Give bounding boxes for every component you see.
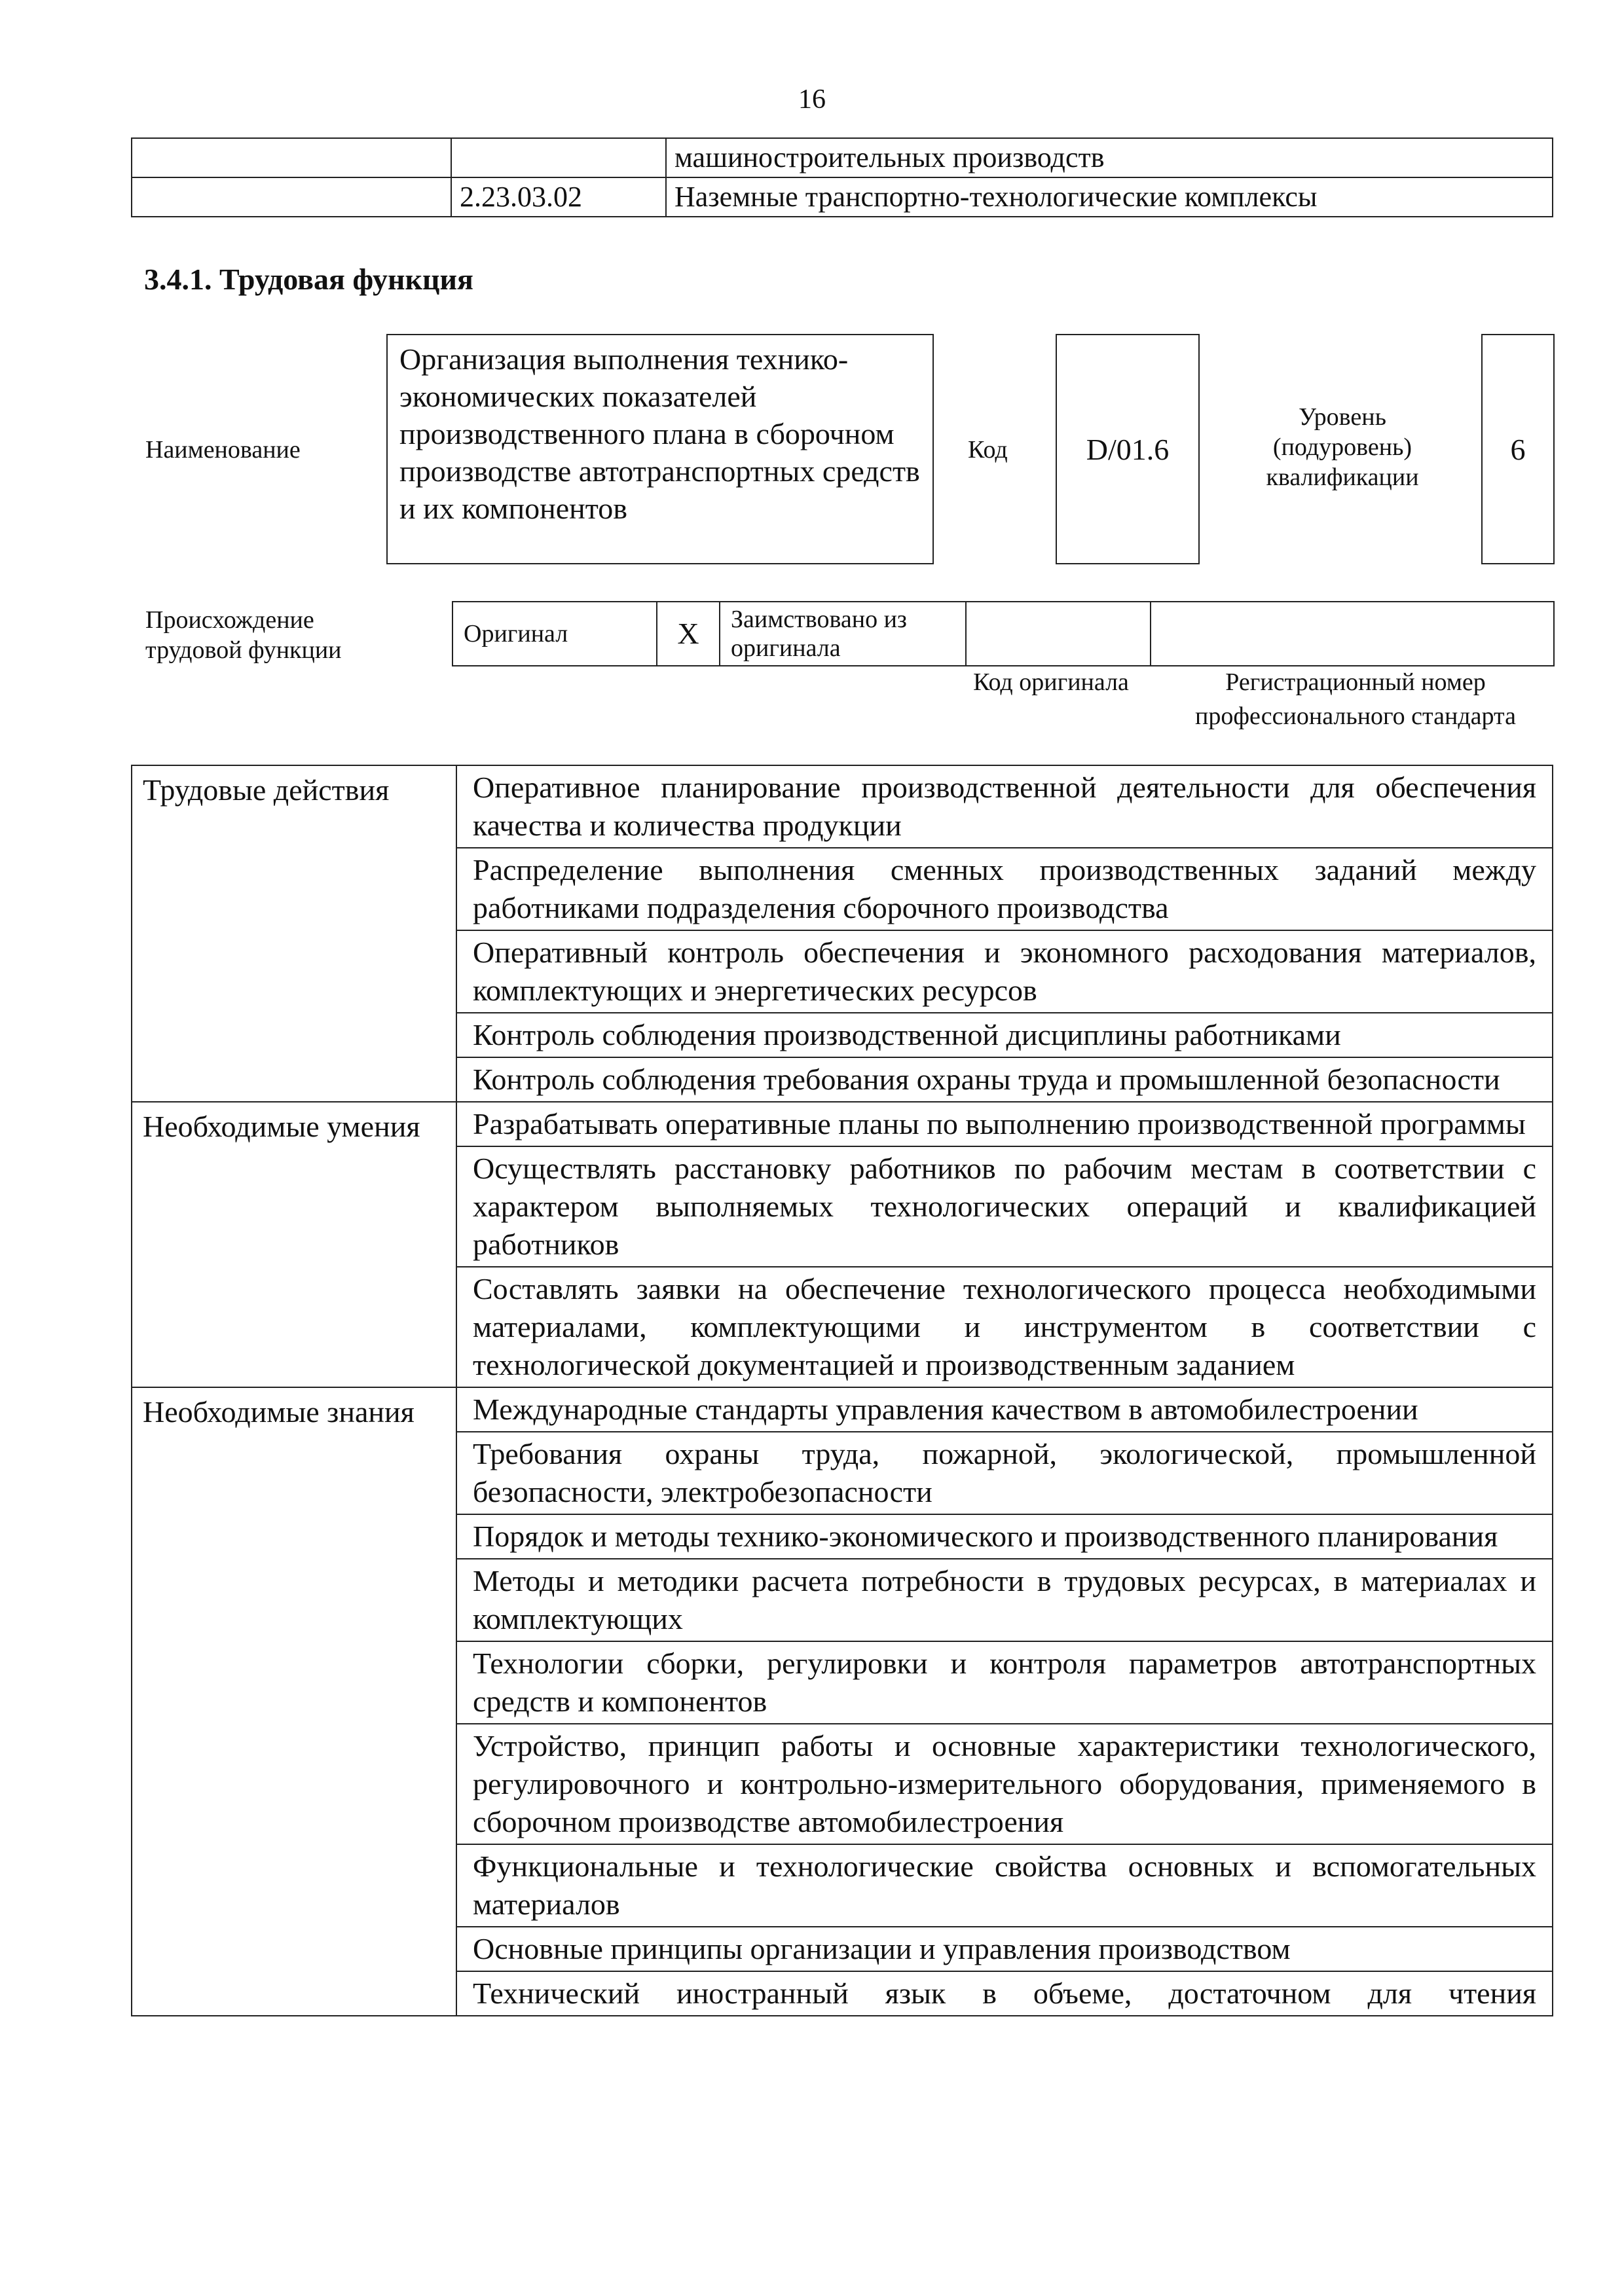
section-label: Необходимые умения bbox=[132, 1102, 456, 1387]
function-code-box bbox=[1056, 334, 1200, 564]
list-item: Международные стандарты управления качеством в автомобилестроении bbox=[456, 1387, 1553, 1432]
list-item: Методы и методики расчета потребности в трудовых ресурсах, в материалах и комплектующих bbox=[456, 1559, 1553, 1641]
level-value: 6 bbox=[1510, 432, 1526, 466]
list-item: Контроль соблюдения производственной дисциплины работниками bbox=[456, 1013, 1553, 1057]
original-label: Оригинал bbox=[452, 602, 657, 666]
list-item: Распределение выполнения сменных производственных заданий между работниками подразделения сборочного производства bbox=[456, 848, 1553, 930]
page-number: 16 bbox=[798, 84, 826, 115]
level-box bbox=[1481, 334, 1555, 564]
original-mark: X bbox=[657, 602, 720, 666]
origin-label: Происхождение трудовой функции bbox=[145, 606, 342, 664]
table-row bbox=[132, 765, 1553, 848]
list-item: Составлять заявки на обеспечение технологического процесса необходимыми материалами, комплектующими и инструментом в соответствии с технологической документацией и производственным заданием bbox=[456, 1267, 1553, 1387]
list-item: Требования охраны труда, пожарной, экологической, промышленной безопасности, электробезопасности bbox=[456, 1432, 1553, 1514]
table-row bbox=[452, 602, 1554, 666]
function-code: D/01.6 bbox=[1086, 432, 1170, 466]
list-item: Функциональные и технологические свойства основных и вспомогательных материалов bbox=[456, 1844, 1553, 1927]
name-cell: машиностроительных производств bbox=[666, 138, 1553, 177]
reg-number-cell bbox=[1151, 602, 1554, 666]
borrowed-label: Заимствовано из оригинала bbox=[720, 602, 966, 666]
list-item: Контроль соблюдения требования охраны труда и промышленной безопасности bbox=[456, 1057, 1553, 1102]
list-item: Основные принципы организации и управления производством bbox=[456, 1927, 1553, 1971]
name-label: Наименование bbox=[145, 436, 301, 464]
name-cell: Наземные транспортно-технологические комплексы bbox=[666, 177, 1553, 217]
section-label: Необходимые знания bbox=[132, 1387, 456, 2016]
level-label: Уровень (подуровень) квалификации bbox=[1266, 403, 1419, 491]
code-caption: Код оригинала bbox=[973, 668, 1129, 696]
origin-table bbox=[452, 601, 1555, 666]
main-table bbox=[131, 765, 1553, 2016]
function-name-box: Организация выполнения технико-экономических показателей производственного плана в сборочном производстве автотранспортных средств и их компонентов bbox=[386, 334, 934, 564]
table-row bbox=[132, 138, 1553, 177]
list-item: Оперативное планирование производственной деятельности для обеспечения качества и количества продукции bbox=[456, 765, 1553, 848]
empty-cell bbox=[132, 138, 451, 177]
code-cell bbox=[451, 138, 666, 177]
table-row bbox=[132, 1387, 1553, 1432]
reg-caption: Регистрационный номер профессионального стандарта bbox=[1195, 668, 1516, 730]
section-title: 3.4.1. Трудовая функция bbox=[144, 263, 473, 296]
continuation-table bbox=[131, 137, 1553, 217]
list-item: Технический иностранный язык в объеме, достаточном для чтения bbox=[456, 1971, 1553, 2016]
table-row bbox=[132, 177, 1553, 217]
list-item: Осуществлять расстановку работников по рабочим местам в соответствии с характером выполняемых технологических операций и квалификацией работников bbox=[456, 1146, 1553, 1267]
list-item: Технологии сборки, регулировки и контроля параметров автотранспортных средств и компонентов bbox=[456, 1641, 1553, 1724]
list-item: Устройство, принцип работы и основные характеристики технологического, регулировочного и контрольно-измерительного оборудования, применяемого в сборочном производстве автомобилестроения bbox=[456, 1724, 1553, 1844]
section-label: Трудовые действия bbox=[132, 765, 456, 1102]
code-cell: 2.23.03.02 bbox=[451, 177, 666, 217]
original-code-cell bbox=[966, 602, 1151, 666]
list-item: Порядок и методы технико-экономического и производственного планирования bbox=[456, 1514, 1553, 1559]
code-label: Код bbox=[968, 436, 1008, 464]
list-item: Оперативный контроль обеспечения и экономного расходования материалов, комплектующих и энергетических ресурсов bbox=[456, 930, 1553, 1013]
table-row bbox=[132, 1102, 1553, 1146]
list-item: Разрабатывать оперативные планы по выполнению производственной программы bbox=[456, 1102, 1553, 1146]
empty-cell bbox=[132, 177, 451, 217]
